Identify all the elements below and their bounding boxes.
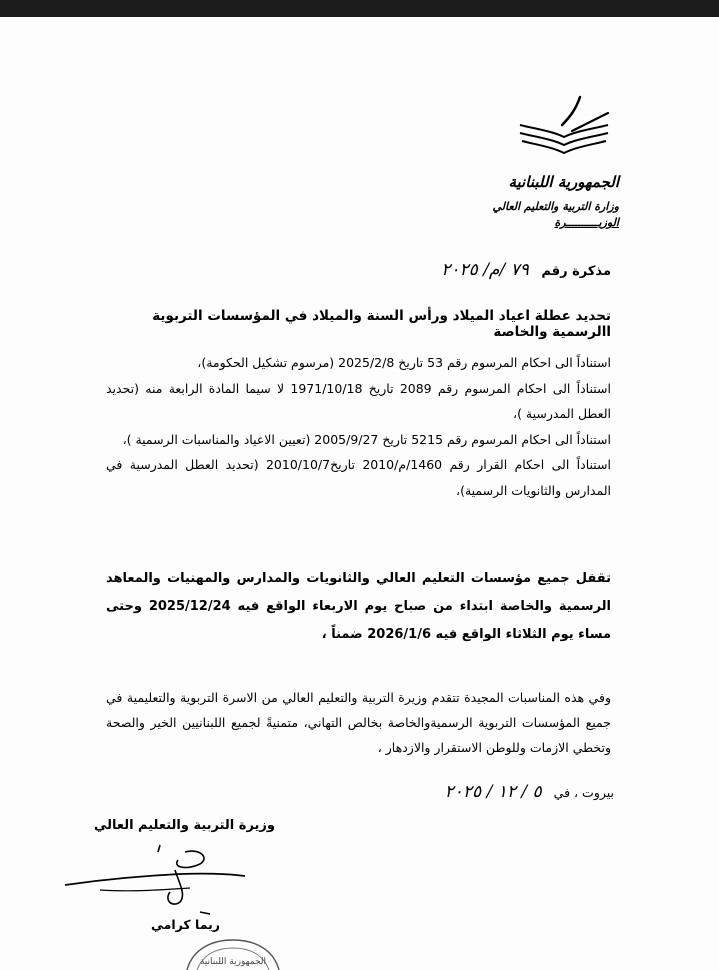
memo-subject: تحديد عطلة اعياد الميلاد ورأس السنة والميلاد في المؤسسات التربوية االرسمية والخاصة xyxy=(152,308,611,340)
svg-text:الجمهورية اللبنانية: الجمهورية اللبنانية xyxy=(199,957,267,967)
decision-text: تقفل جميع مؤسسات التعليم العالي والثانويات والمدارس والمهنيات والمعاهد الرسمية والخاصة ابتداء من صباح يوم الاربعاء الواقع فيه 2025/12/24 وحتى مساء يوم الثلاثاء الواقع فيه 2026/1/6 ضمناً ، xyxy=(106,571,611,642)
republic-name: الجمهورية اللبنانية xyxy=(508,173,619,191)
ministry-name: وزارة التربية والتعليم العالي xyxy=(492,200,619,213)
official-stamp xyxy=(183,938,283,970)
place-date-line xyxy=(284,782,614,802)
reference-item: استناداً الى احكام المرسوم رقم 53 تاريخ 2025/2/8 (مرسوم تشكيل الحكومة)، xyxy=(197,355,611,370)
closure-decision xyxy=(106,565,611,649)
reference-item: استناداً الى احكام القرار رقم 1460/م/2010 تاريخ2010/10/7 (تحديد العطل المدرسية في المدارس والثانويات الرسمية)، xyxy=(106,457,611,498)
minister-office: الوزيــــــــــرة xyxy=(554,216,619,229)
reference-item: استناداً الى احكام المرسوم رقم 5215 تاريخ 2005/9/27 (تعيين الاعياد والمناسبات الرسمية )، xyxy=(122,431,611,447)
signatory-title: وزيرة التربية والتعليم العالي xyxy=(93,818,275,833)
window-top-bar xyxy=(0,0,719,17)
legal-references xyxy=(106,350,611,503)
letterhead xyxy=(419,172,619,230)
handwritten-date: ٥ / ١٢ / ٢٠٢٥ xyxy=(444,782,542,802)
signatory-name: ريما كرامي xyxy=(150,917,220,932)
greetings-paragraph xyxy=(106,685,611,760)
handwritten-signature xyxy=(60,840,250,925)
reference-item: استناداً الى احكام المرسوم رقم 2089 تاريخ 1971/10/18 لا سيما المادة الرابعة منه (تحديد العطل المدرسية )، xyxy=(106,380,611,421)
memo-label: مذكرة رقم xyxy=(541,264,611,279)
ministry-book-logo-icon xyxy=(518,95,610,157)
closing-text: وفي هذه المناسبات المجيدة تتقدم وزيرة التربية والتعليم العالي من الاسرة التربوية والتعليمية في جميع المؤسسات التربوية الرسميةوالخاصة بخالص التهاني، متمنيةً لجميع اللبنانيين الخير والصحة وتخطي الازمات وللوطن الاستقرار والازدهار ، xyxy=(106,690,611,755)
memo-number: ٧٩ /م/ ٢٠٢٥ xyxy=(441,260,529,280)
place-label: بيروت ، في xyxy=(553,785,614,800)
memo-number-line xyxy=(191,260,611,280)
